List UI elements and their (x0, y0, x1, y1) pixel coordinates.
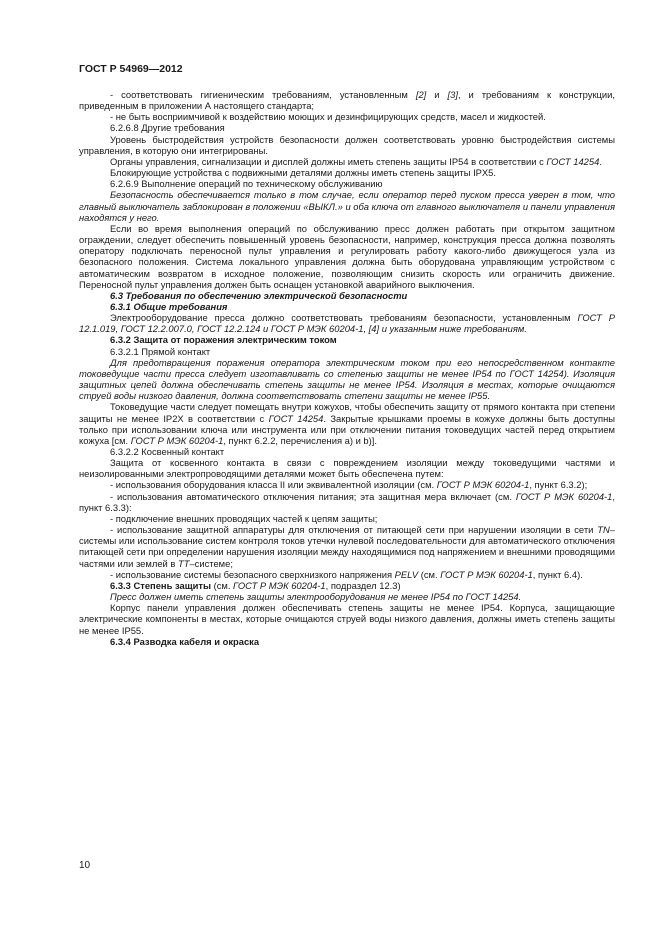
paragraph: - соответствовать гигиеническим требованиям, установленным [2] и [3], и требованиям к конструкции, приведенным в приложении А настоящего стандарта; (79, 89, 615, 112)
section-heading: 6.3.1 Общие требования (110, 300, 228, 312)
section-heading: 6.3.2 Защита от поражения электрическим током (110, 334, 337, 346)
paragraph: Безопасность обеспечивается только в том случае, если оператор перед пуском пресса уверен в том, что главный выключатель заблокирован в положении «ВЫКЛ.» и оба ключа от главного выключателя и панели управления находятся у него. (79, 189, 615, 223)
section-heading: 6.3.2.1 Прямой контакт (110, 345, 211, 357)
paragraph: Если во время выполнения операций по обслуживанию пресс должен работать при открытом защитном ограждении, следует обеспечить повышенный уровень безопасности, например, конструкция пресса должна позволять оператору подключать переносной пульт управления и регулировать работу какого-либо движущегося узла из безопасного положения. Система локального управления должна быть оборудована управляющим устройством с автоматическим возвратом в исходное положение, позволяющим снизить скорость или ограничить движение. Переносной пульт управления должен быть оснащен установкой аварийного выключения. (79, 222, 615, 290)
section-heading: 6.3 Требования по обеспечению электрической безопасности (110, 289, 408, 301)
section-heading: 6.2.6.9 Выполнение операций по техническому обслуживанию (110, 178, 383, 190)
paragraph: - не быть восприимчивой к воздействию моющих и дезинфицирующих средств, масел и жидкостей. (110, 111, 546, 123)
list-item: - использования автоматического отключения питания; эта защитная мера включает (см. ГОСТ Р МЭК 60204-1, пункт 6.3.3): (79, 490, 615, 513)
paragraph: Блокирующие устройства с подвижными деталями должны иметь степень защиты IPX5. (110, 167, 497, 179)
paragraph: Защита от косвенного контакта в связи с повреждением изоляции между токоведущими частями и неизолированными электропроводящими деталями может быть обеспечена путем: (79, 457, 615, 480)
paragraph: Электрооборудование пресса должно соответствовать требованиям безопасности, установленным ГОСТ Р 12.1.019, ГОСТ 12.2.007.0, ГОСТ 12.2.124 и ГОСТ Р МЭК 60204-1, [4] и указанным ниже требованиям. (79, 312, 616, 335)
paragraph: Уровень быстродействия устройств безопасности должен соответствовать уровню быстродействия системы управления, в которую они интегрированы. (79, 133, 615, 156)
list-item: - использование защитной аппаратуры для отключения от питающей сети при нарушении изоляции в сети TN–системы или использование систем контроля токов утечки нулевой последовательности для автоматического отключения питающей сети при определении нарушения изоляции между находящимися под напряжением и внешними проводящими частями или землей в TT–системе; (79, 524, 615, 569)
list-item: - использование системы безопасного сверхнизкого напряжения PELV (см. ГОСТ Р МЭК 60204-1, пункт 6.4). (110, 568, 583, 580)
paragraph: Пресс должен иметь степень защиты электрооборудования не менее IP54 по ГОСТ 14254. (110, 591, 522, 603)
section-heading: 6.3.3 Степень защиты (см. ГОСТ Р МЭК 60204-1, подраздел 12.3) (110, 579, 401, 591)
paragraph: Для предотвращения поражения оператора электрическим током при его непосредственном контакте токоведущие части пресса следует изготавливать со степенью защиты не менее IP54 по ГОСТ 14254). Изоляция защитных цепей должна обеспечивать степень защиты не менее IP54. Изоляция в местах, которые очищаются струей воды низкого давления, должна соответствовать степени защиты не менее IP55. (79, 356, 615, 402)
page-number: 10 (79, 860, 91, 871)
list-item: - подключение внешних проводящих частей к цепям защиты; (110, 512, 378, 524)
section-heading: 6.3.4 Разводка кабеля и окраска (110, 635, 260, 647)
document-body (79, 89, 615, 647)
paragraph: Токоведущие части следует помещать внутри кожухов, чтобы обеспечить защиту от прямого контакта при степени защиты не менее IP2X в соответствии с ГОСТ 14254. Закрытые крышками проемы в кожухе должны быть доступны только при использовании ключа или инструмента или при отключении питания токоведущих частей перед открытием кожуха [см. ГОСТ Р МЭК 60204-1, пункт 6.2.2, перечисления а) и b)]. (79, 401, 615, 446)
section-heading: 6.3.2.2 Косвенный контакт (110, 446, 225, 457)
list-item: - использования оборудования класса II или эквивалентной изоляции (см. ГОСТ Р МЭК 60204-1, пункт 6.3.2); (110, 479, 588, 491)
paragraph: Корпус панели управления должен обеспечивать степень защиты не менее IP54. Корпуса, защищающие электрические компоненты в местах, которые очищаются струей воды низкого давления, должны иметь степень защиты не менее IP55. (79, 602, 615, 636)
document-header: ГОСТ Р 54969—2012 (79, 63, 183, 75)
paragraph: Органы управления, сигнализации и дисплей должны иметь степень защиты IP54 в соответствии с ГОСТ 14254. (110, 155, 602, 167)
section-heading: 6.2.6.8 Другие требования (110, 122, 225, 134)
